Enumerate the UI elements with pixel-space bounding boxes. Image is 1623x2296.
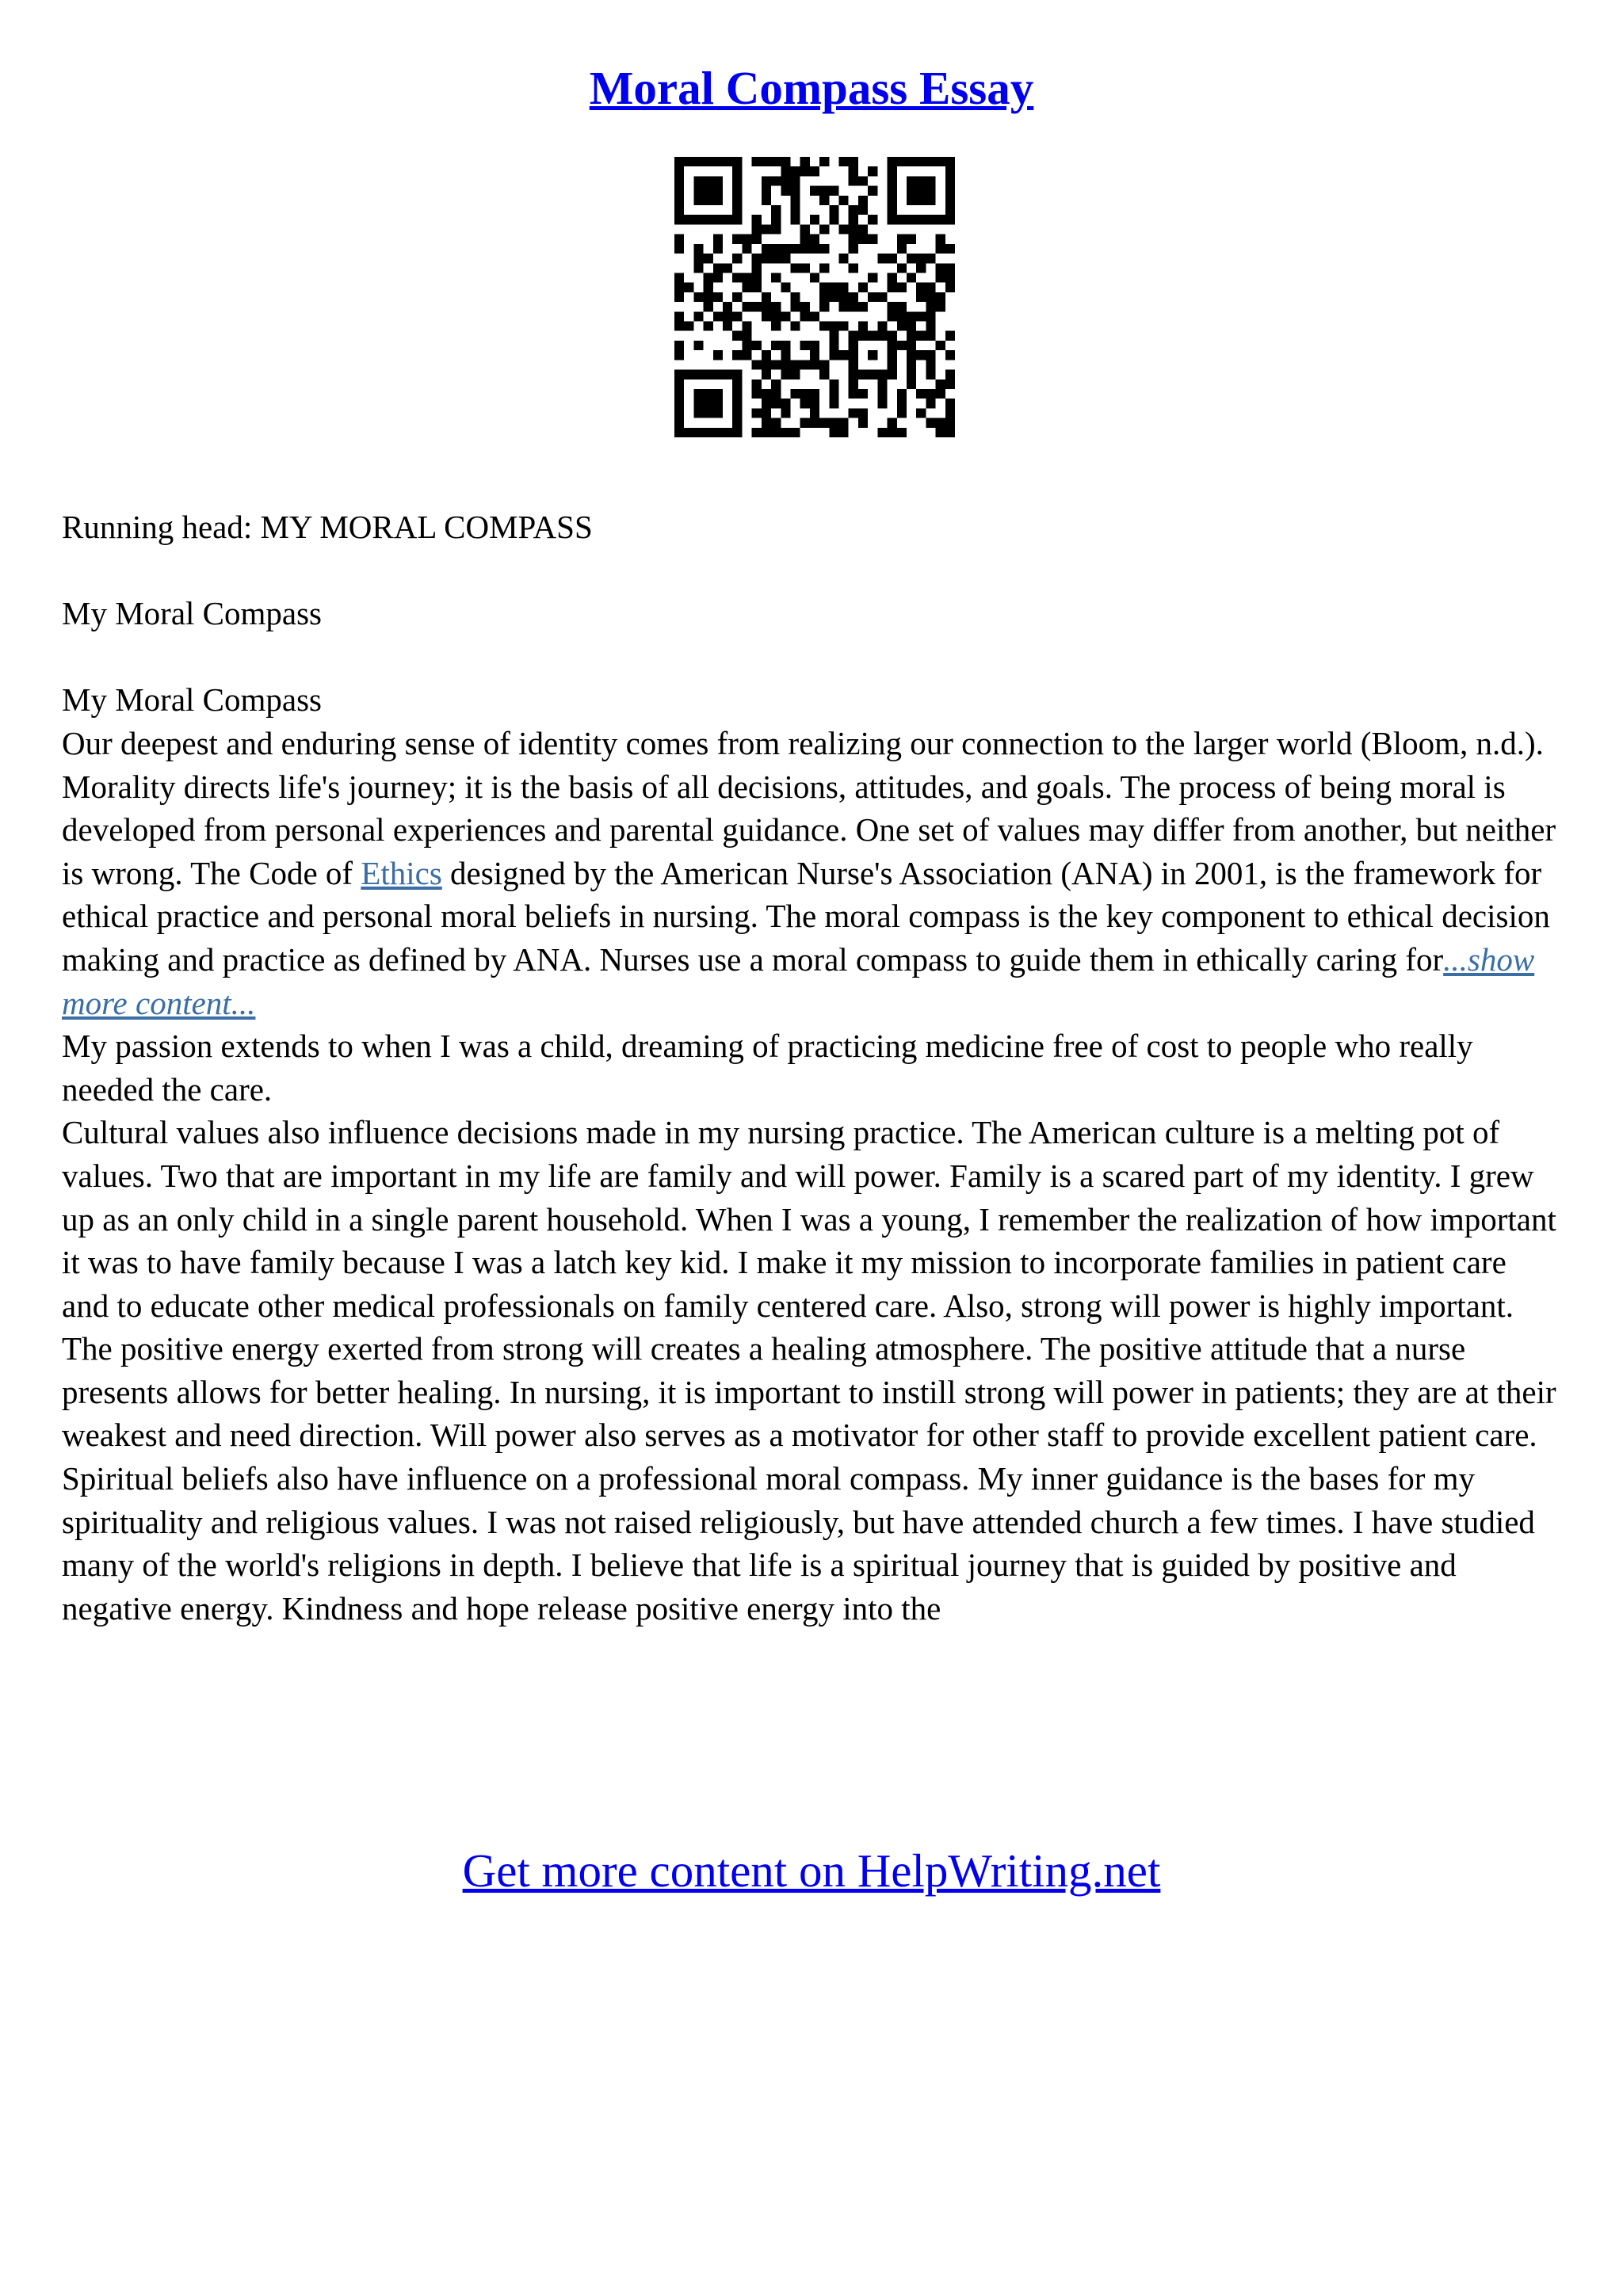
document-title xyxy=(0,57,1623,119)
footer-link[interactable]: Get more content on HelpWriting.net xyxy=(462,1844,1161,1897)
qr-code-icon xyxy=(674,157,955,437)
section-heading: My Moral Compass xyxy=(62,681,322,719)
footer xyxy=(0,1840,1623,1901)
paragraph-3: Cultural values also influence decisions made in my nursing practice. The American culture is a melting pot of values. Two that are important in my life are family and will power. Family is a scared part of my identity. I grew up as an only child in a single parent household. When I was a young, I remember the realization of how important it was to have family because I was a latch key kid. I make it my mission to incorporate families in patient care and to educate other medical professionals on family centered care. Also, strong will power is highly important. The positive energy exerted from strong will creates a healing atmosphere. The positive attitude that a nurse presents allows for better healing. In nursing, it is important to instill strong will power in patients; they are at their weakest and need direction. Will power also serves as a motivator for other staff to provide excellent patient care. xyxy=(62,1114,1556,1454)
essay-body xyxy=(62,505,1560,1630)
show-more-link[interactable]: ...show more content... xyxy=(62,940,1535,1021)
essay-title: My Moral Compass xyxy=(62,595,322,632)
paragraph-1 xyxy=(62,722,1560,1024)
paragraph-2: My passion extends to when I was a child, dreaming of practicing medicine free of cost to people who really needed the care. xyxy=(62,1028,1473,1108)
title-link[interactable]: Moral Compass Essay xyxy=(589,62,1034,114)
ethics-link[interactable]: Ethics xyxy=(361,854,442,891)
paragraph-1-start: Our deepest and enduring sense of identity comes from realizing our connection to the larger world (Bloom, n.d.). Morality directs life's journey; it is the basis of all decisions, attitudes, and goals. The process of being moral is developed from personal experiences and parental guidance. One set of values may differ from another, but neither is wrong. The Code of xyxy=(62,724,1556,891)
paragraph-4: Spiritual beliefs also have influence on a professional moral compass. My inner guidance is the bases for my spirituality and religious values. I was not raised religiously, but have attended church a few times. I have studied many of the world's religions in depth. I believe that life is a spiritual journey that is guided by positive and negative energy. Kindness and hope release positive energy into the xyxy=(62,1460,1535,1627)
paragraph-1-end: designed by the American Nurse's Association (ANA) in 2001, is the framework for ethical practice and personal moral beliefs in nursing. The moral compass is the key component to ethical decision making and practice as defined by ANA. Nurses use a moral compass to guide them in ethically caring for xyxy=(62,854,1550,978)
running-head: Running head: MY MORAL COMPASS xyxy=(62,509,593,545)
